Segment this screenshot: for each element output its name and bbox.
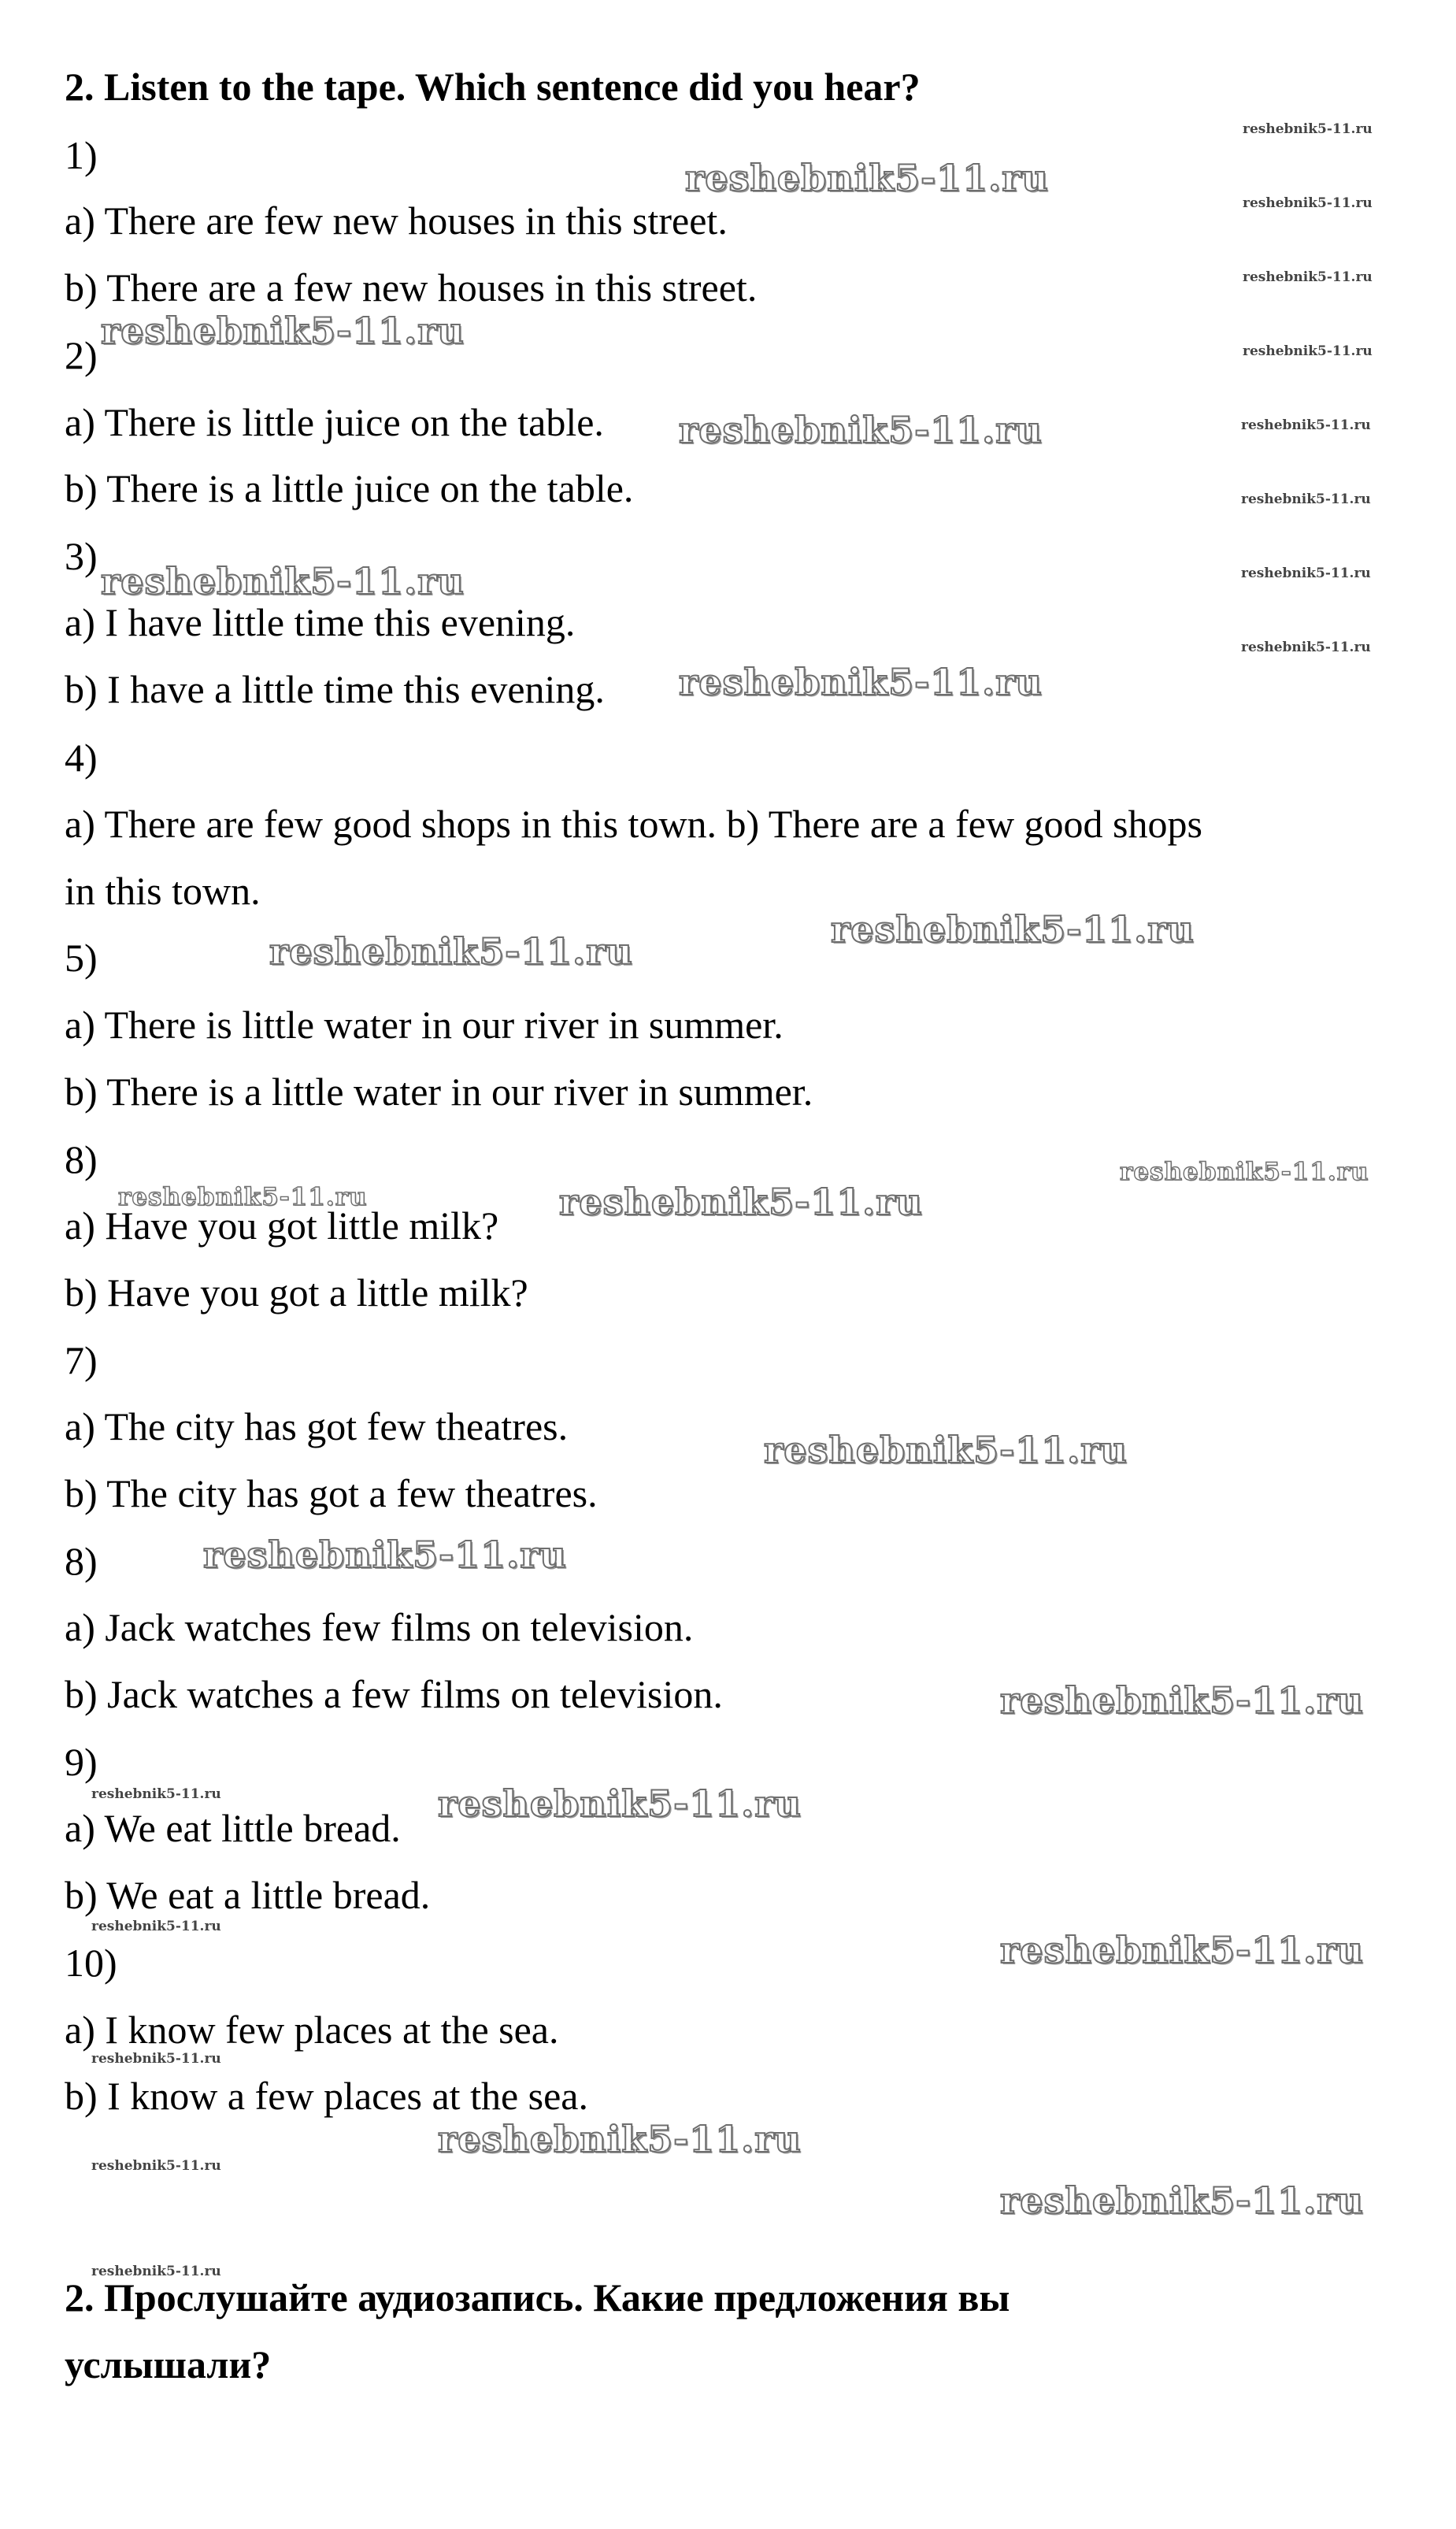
- option-10b: b) I know a few places at the sea.: [65, 2074, 588, 2118]
- watermark: reshebnik5-11.ru: [685, 157, 1049, 199]
- option-8b: b) Jack watches a few films on television.: [65, 1672, 723, 1716]
- option-2a: a) There is little juice on the table.: [65, 400, 604, 444]
- watermark: reshebnik5-11.ru: [559, 1181, 923, 1223]
- watermark: reshebnik5-11.ru: [679, 661, 1043, 703]
- option-7a: a) The city has got few theatres.: [65, 1404, 569, 1448]
- heading-english: 2. Listen to the tape. Which sentence did you hear?: [65, 65, 921, 109]
- watermark: reshebnik5-11.ru: [101, 560, 465, 603]
- item-number-9: 9): [65, 1740, 98, 1784]
- item-number-2: 2): [65, 333, 98, 377]
- watermark: reshebnik5-11.ru: [1241, 491, 1371, 507]
- option-3b: b) I have a little time this evening.: [65, 667, 605, 711]
- watermark: reshebnik5-11.ru: [1000, 1679, 1364, 1722]
- option-3a: a) I have little time this evening.: [65, 600, 576, 644]
- option-1a: a) There are few new houses in this street.: [65, 198, 728, 243]
- watermark: reshebnik5-11.ru: [91, 2051, 221, 2067]
- option-1b: b) There are a few new houses in this street.: [65, 265, 758, 310]
- watermark: reshebnik5-11.ru: [1243, 269, 1373, 285]
- option-4b-continued: in this town.: [65, 869, 261, 913]
- watermark: reshebnik5-11.ru: [1120, 1158, 1369, 1186]
- watermark: reshebnik5-11.ru: [118, 1183, 368, 1211]
- watermark: reshebnik5-11.ru: [1241, 417, 1371, 433]
- option-4ab: a) There are few good shops in this town. b) There are a few good shops: [65, 802, 1202, 846]
- watermark: reshebnik5-11.ru: [438, 2118, 802, 2160]
- heading-russian-line2: услышали?: [65, 2342, 272, 2386]
- watermark: reshebnik5-11.ru: [679, 409, 1043, 451]
- watermark: reshebnik5-11.ru: [438, 1782, 802, 1825]
- watermark: reshebnik5-11.ru: [91, 1919, 221, 1934]
- heading-russian-line1: 2. Прослушайте аудиозапись. Какие предложения вы: [65, 2275, 1010, 2319]
- watermark: reshebnik5-11.ru: [1000, 1929, 1364, 1971]
- watermark: reshebnik5-11.ru: [91, 1786, 221, 1802]
- option-8a: a) Jack watches few films on television.: [65, 1605, 694, 1649]
- watermark: reshebnik5-11.ru: [1243, 121, 1373, 137]
- watermark: reshebnik5-11.ru: [1000, 2179, 1364, 2222]
- watermark: reshebnik5-11.ru: [1243, 343, 1373, 359]
- item-number-10: 10): [65, 1941, 117, 1985]
- option-2b: b) There is a little juice on the table.: [65, 466, 634, 510]
- item-number-5: 5): [65, 936, 98, 980]
- watermark: reshebnik5-11.ru: [1241, 640, 1371, 655]
- watermark: reshebnik5-11.ru: [831, 908, 1195, 951]
- option-5b: b) There is a little water in our river in summer.: [65, 1070, 813, 1114]
- option-7b: b) The city has got a few theatres.: [65, 1471, 598, 1515]
- watermark: reshebnik5-11.ru: [91, 2158, 221, 2174]
- watermark: reshebnik5-11.ru: [203, 1533, 567, 1576]
- item-number-1: 1): [65, 133, 98, 177]
- option-10a: a) I know few places at the sea.: [65, 2008, 559, 2052]
- watermark: reshebnik5-11.ru: [101, 310, 465, 352]
- watermark: reshebnik5-11.ru: [91, 2264, 221, 2279]
- item-number-6: 8): [65, 1137, 98, 1181]
- watermark: reshebnik5-11.ru: [764, 1429, 1128, 1471]
- option-6a: a) Have you got little milk?: [65, 1203, 499, 1248]
- option-5a: a) There is little water in our river in summer.: [65, 1003, 784, 1047]
- item-number-4: 4): [65, 736, 98, 780]
- item-number-7: 7): [65, 1338, 98, 1382]
- option-6b: b) Have you got a little milk?: [65, 1270, 528, 1315]
- watermark: reshebnik5-11.ru: [269, 930, 633, 973]
- item-number-3: 3): [65, 534, 98, 578]
- watermark: reshebnik5-11.ru: [1241, 566, 1371, 581]
- option-9a: a) We eat little bread.: [65, 1806, 401, 1850]
- option-9b: b) We eat a little bread.: [65, 1873, 431, 1917]
- watermark: reshebnik5-11.ru: [1243, 195, 1373, 211]
- item-number-8: 8): [65, 1539, 98, 1583]
